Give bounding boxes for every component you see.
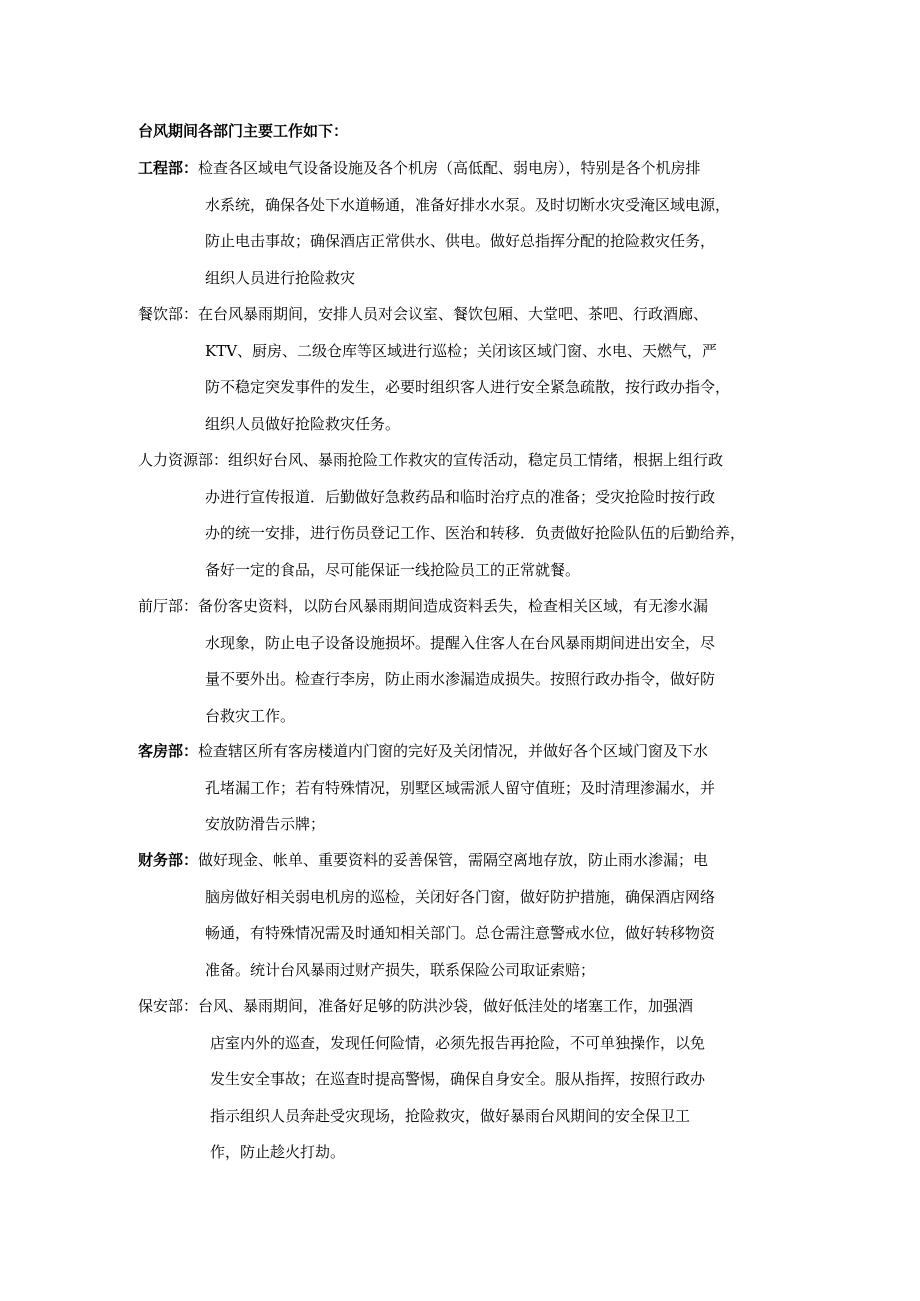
section-text-line: 组织人员做好抢险救灾任务。	[205, 414, 401, 433]
section-food-beverage	[138, 303, 798, 449]
section-text-line: 防止电击事故；确保酒店正常供水、供电。做好总指挥分配的抢险救灾任务，	[205, 232, 716, 251]
section-first-line	[138, 303, 798, 340]
section-text-line: 量不要外出。检查行李房，防止雨水渗漏造成损失。按照行政办指令，做好防	[205, 670, 716, 689]
section-first-line	[138, 849, 798, 886]
dept-label: 客房部：	[138, 742, 199, 760]
section-first-line	[138, 740, 798, 777]
section-text-line: 脑房做好相关弱电机房的巡检，关闭好各门窗，做好防护措施，确保酒店网络	[205, 887, 716, 906]
section-text-line: 检查辖区所有客房楼道内门窗的完好及关闭情况，并做好各个区域门窗及下水	[198, 742, 709, 760]
section-housekeeping	[138, 740, 798, 850]
section-text-line: 办的统一安排，进行伤员登记工作、医治和转移．负责做好抢险队伍的后勤给养，	[205, 524, 746, 543]
section-security	[138, 995, 798, 1178]
dept-label: 财务部：	[138, 851, 199, 869]
section-text-line: 防不稳定突发事件的发生，必要时组织客人进行安全紧急疏散，按行政办指令，	[205, 378, 731, 397]
section-text-line: 备份客史资料，以防台风暴雨期间造成资料丢失，检查相关区域，有无渗水漏	[198, 597, 709, 615]
dept-label: 前厅部：	[138, 597, 199, 615]
section-text-line: 指示组织人员奔赴受灾现场，抢险救灾，做好暴雨台风期间的安全保卫工	[210, 1106, 691, 1125]
section-text-line: KTV、厨房、二级仓库等区域进行巡检；关闭该区域门窗、水电、天燃气，严	[205, 341, 718, 360]
section-front-office	[138, 595, 798, 741]
section-text-line: 台救灾工作。	[205, 706, 296, 725]
section-engineering	[138, 157, 798, 303]
section-text-line: 水系统，确保各处下水道畅通，准备好排水水泵。及时切断水灾受淹区域电源，	[205, 195, 731, 214]
section-text-line: 店室内外的巡查，发现任何险情，必须先报告再抢险，不可单独操作，以免	[210, 1033, 706, 1052]
document-heading: 台风期间各部门主要工作如下：	[138, 122, 349, 140]
section-text-line: 在台风暴雨期间，安排人员对会议室、餐饮包厢、大堂吧、茶吧、行政酒廊、	[198, 305, 709, 323]
section-first-line	[138, 595, 798, 632]
section-text-line: 畅通，有特殊情况需及时通知相关部门。总仓需注意警戒水位，做好转移物资	[205, 924, 716, 943]
section-human-resources	[138, 449, 798, 595]
dept-label: 保安部：	[138, 997, 199, 1015]
section-first-line	[138, 449, 798, 486]
section-text-line: 水现象，防止电子设备设施损坏。提醒入住客人在台风暴雨期间进出安全，尽	[205, 633, 716, 652]
section-text-line: 组织好台风、暴雨抢险工作救灾的宣传活动，稳定员工情绪，根据上组行政	[228, 451, 724, 469]
section-text-line: 做好现金、帐单、重要资料的妥善保管，需隔空离地存放，防止雨水渗漏；电	[198, 851, 709, 869]
section-text-line: 安放防滑告示牌；	[205, 815, 326, 834]
section-first-line	[138, 995, 798, 1032]
section-text-line: 孔堵漏工作；若有特殊情况，别墅区域需派人留守值班；及时清理渗漏水，并	[205, 778, 716, 797]
section-text-line: 组织人员进行抢险救灾	[205, 268, 356, 287]
section-first-line	[138, 157, 798, 194]
section-text-line: 作，防止趁火打劫。	[210, 1143, 346, 1162]
section-text-line: 备好一定的食品，尽可能保证一线抢险员工的正常就餐。	[205, 560, 581, 579]
section-text-line: 台风、暴雨期间，准备好足够的防洪沙袋，做好低洼处的堵塞工作，加强酒	[198, 997, 694, 1015]
section-text-line: 准备。统计台风暴雨过财产损失，联系保险公司取证索赔；	[205, 960, 596, 979]
dept-label: 人力资源部：	[138, 451, 229, 469]
section-text-line: 检查各区域电气设备设施及各个机房（高低配、弱电房），特别是各个机房排	[198, 159, 701, 177]
section-text-line: 发生安全事故；在巡查时提高警惕，确保自身安全。服从指挥，按照行政办	[210, 1070, 706, 1089]
dept-label: 工程部：	[138, 159, 199, 177]
section-finance	[138, 849, 798, 995]
section-text-line: 办进行宣传报道．后勤做好急救药品和临时治疗点的准备；受灾抢险时按行政	[205, 487, 716, 506]
dept-label: 餐饮部：	[138, 305, 199, 323]
